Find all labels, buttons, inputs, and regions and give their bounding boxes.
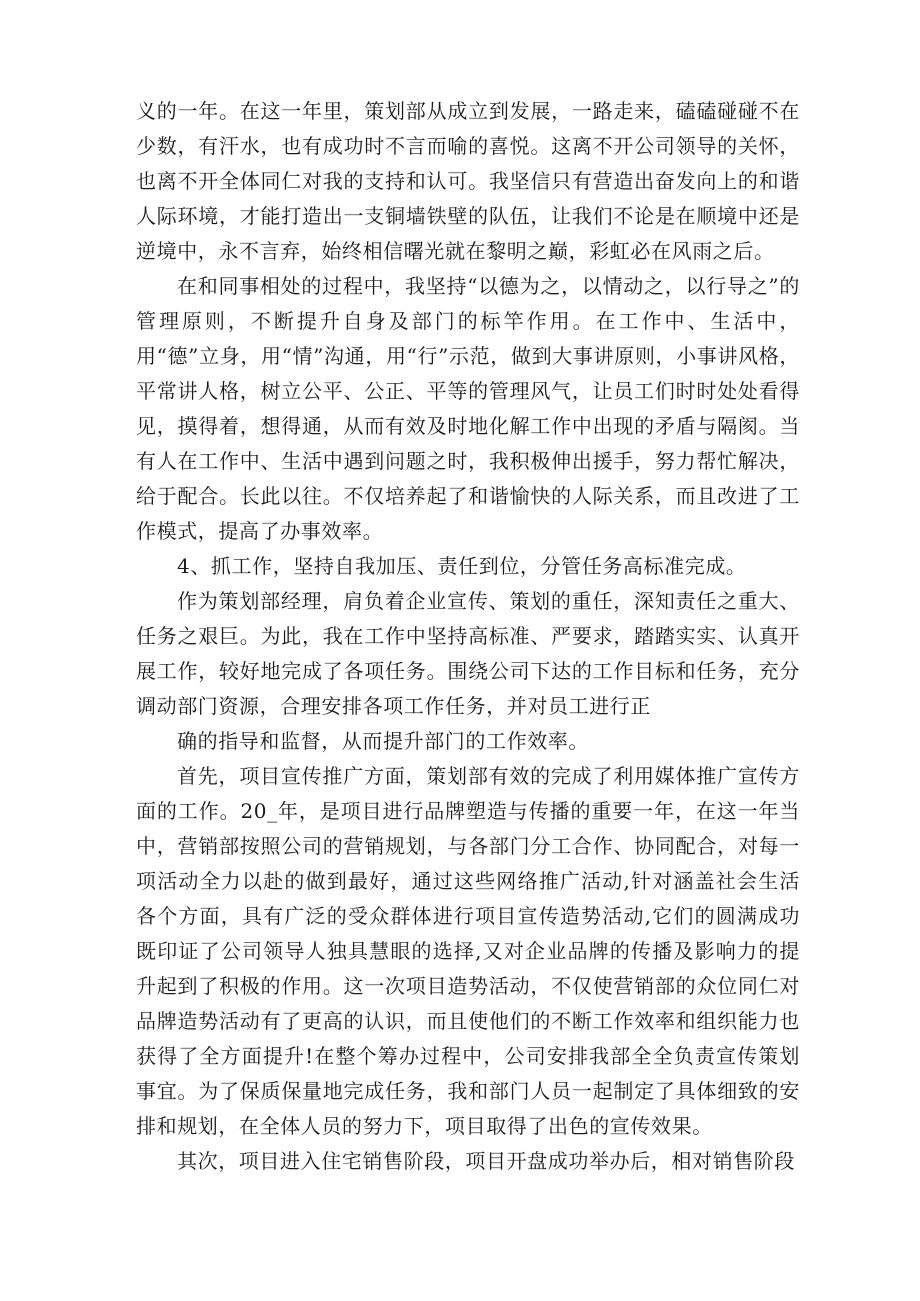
paragraph-5: 确的指导和监督，从而提升部门的工作效率。 <box>177 729 589 753</box>
paragraph-3: 4、抓工作，坚持自我加压、责任到位，分管任务高标准完成。 <box>177 554 747 578</box>
paragraph-7: 其次，项目进入住宅销售阶段，项目开盘成功举办后，相对销售阶段 <box>177 1149 795 1173</box>
paragraph-6: 首先，项目宣传推广方面，策划部有效的完成了利用媒体推广宣传方面的工作。20_年，是项目进行品牌塑造与传播的重要一年，在这一年当中，营销部按照公司的营销规划，与各部门分工合作、协同配合，对每一项活动全力以赴的做到最好，通过这些网络推广活动,针对涵盖社会生活各个方面，具有广泛的受众群体进行项目宣传造势活动,它们的圆满成功既印证了公司领导人独具慧眼的选择,又对企业品牌的传播及影响力的提升起到了积极的作用。这一次项目造势活动，不仅使营销部的众位同仁对品牌造势活动有了更高的认识，而且使他们的不断工作效率和组织能力也获得了全方面提升!在整个筹办过程中，公司安排我部全全负责宣传策划事宜。为了保质保量地完成任务，我和部门人员一起制定了具体细致的安排和规划，在全体人员的努力下，项目取得了出色的宣传效果。 <box>136 764 800 1138</box>
paragraph-1: 义的一年。在这一年里，策划部从成立到发展，一路走来，磕磕碰碰不在少数，有汗水，也有成功时不言而喻的喜悦。这离不开公司领导的关怀，也离不开全体同仁对我的支持和认可。我坚信只有营造出奋发向上的和谐人际环境，才能打造出一支铜墙铁壁的队伍，让我们不论是在顺境中还是逆境中，永不言弃，始终相信曙光就在黎明之巅，彩虹必在风雨之后。 <box>136 99 800 263</box>
document-page <box>136 94 800 1179</box>
paragraph-2: 在和同事相处的过程中，我坚持“以德为之，以情动之，以行导之”的管理原则，不断提升自身及部门的标竿作用。在工作中、生活中，用“德”立身，用“情”沟通，用“行”示范，做到大事讲原则，小事讲风格，平常讲人格，树立公平、公正、平等的管理风气，让员工们时时处处看得见，摸得着，想得通，从而有效及时地化解工作中出现的矛盾与隔阂。当有人在工作中、生活中遇到问题之时，我积极伸出援手，努力帮忙解决，给于配合。长此以往。不仅培养起了和谐愉快的人际关系，而且改进了工作模式，提高了办事效率。 <box>136 274 800 543</box>
paragraph-4: 作为策划部经理，肩负着企业宣传、策划的重任，深知责任之重大、任务之艰巨。为此，我在工作中坚持高标准、严要求，踏踏实实、认真开展工作，较好地完成了各项任务。围绕公司下达的工作目标和任务，充分调动部门资源，合理安排各项工作任务，并对员工进行正 <box>136 589 800 718</box>
